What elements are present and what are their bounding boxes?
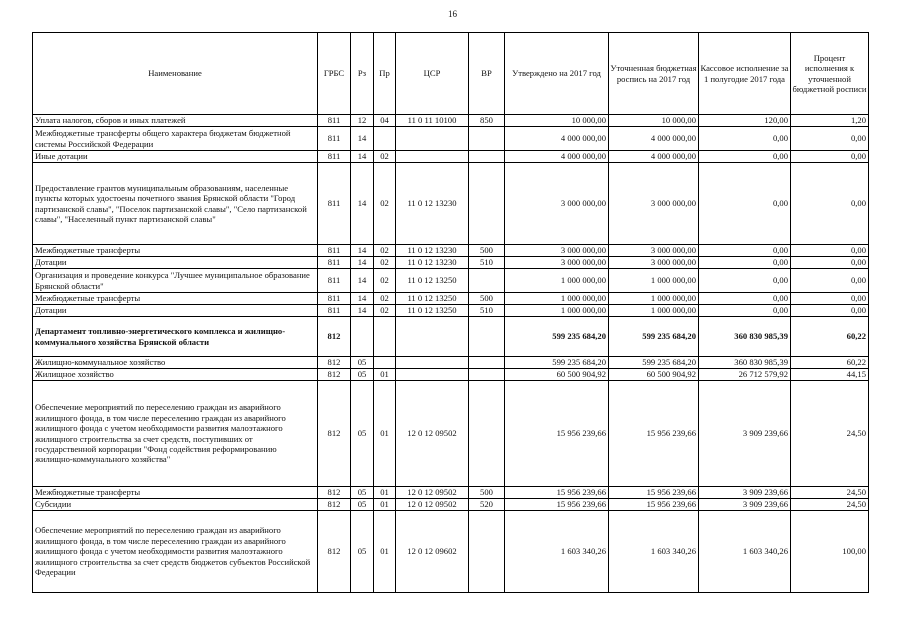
execution-percent: 0,00 xyxy=(791,127,869,151)
pr-cell: 01 xyxy=(374,499,396,511)
vr-cell xyxy=(469,127,505,151)
approved-amount: 15 956 239,66 xyxy=(505,499,609,511)
vr-cell: 500 xyxy=(469,245,505,257)
approved-amount: 60 500 904,92 xyxy=(505,369,609,381)
approved-amount: 599 235 684,20 xyxy=(505,357,609,369)
cash-execution-amount: 360 830 985,39 xyxy=(699,317,791,357)
table-row xyxy=(33,163,869,245)
grbs-cell: 811 xyxy=(318,305,351,317)
csr-cell: 11 0 12 13230 xyxy=(396,163,469,245)
rz-cell: 05 xyxy=(351,381,374,487)
rz-cell: 14 xyxy=(351,269,374,293)
grbs-cell: 811 xyxy=(318,269,351,293)
grbs-cell: 811 xyxy=(318,115,351,127)
vr-cell xyxy=(469,269,505,293)
budget-table xyxy=(32,32,869,593)
table-row xyxy=(33,511,869,593)
execution-percent: 0,00 xyxy=(791,257,869,269)
approved-amount: 1 000 000,00 xyxy=(505,269,609,293)
table-row xyxy=(33,305,869,317)
execution-percent: 60,22 xyxy=(791,317,869,357)
column-header: Уточненная бюджетная роспись на 2017 год xyxy=(609,33,699,115)
table-row xyxy=(33,317,869,357)
rz-cell: 14 xyxy=(351,293,374,305)
pr-cell: 01 xyxy=(374,487,396,499)
vr-cell xyxy=(469,381,505,487)
table-row xyxy=(33,151,869,163)
rz-cell: 14 xyxy=(351,151,374,163)
vr-cell xyxy=(469,369,505,381)
rz-cell: 05 xyxy=(351,369,374,381)
vr-cell: 510 xyxy=(469,257,505,269)
approved-amount: 15 956 239,66 xyxy=(505,487,609,499)
approved-amount: 15 956 239,66 xyxy=(505,381,609,487)
pr-cell xyxy=(374,317,396,357)
refined-amount: 10 000,00 xyxy=(609,115,699,127)
csr-cell: 12 0 12 09602 xyxy=(396,511,469,593)
grbs-cell: 811 xyxy=(318,127,351,151)
pr-cell: 01 xyxy=(374,381,396,487)
execution-percent: 24,50 xyxy=(791,381,869,487)
cash-execution-amount: 3 909 239,66 xyxy=(699,487,791,499)
refined-amount: 60 500 904,92 xyxy=(609,369,699,381)
pr-cell: 02 xyxy=(374,163,396,245)
rz-cell: 14 xyxy=(351,127,374,151)
refined-amount: 1 000 000,00 xyxy=(609,293,699,305)
table-row xyxy=(33,245,869,257)
refined-amount: 4 000 000,00 xyxy=(609,151,699,163)
row-name: Жилищное хозяйство xyxy=(33,369,318,381)
pr-cell: 02 xyxy=(374,269,396,293)
csr-cell: 12 0 12 09502 xyxy=(396,381,469,487)
table-row xyxy=(33,115,869,127)
grbs-cell: 812 xyxy=(318,357,351,369)
vr-cell xyxy=(469,357,505,369)
column-header: Наименование xyxy=(33,33,318,115)
vr-cell: 850 xyxy=(469,115,505,127)
vr-cell xyxy=(469,317,505,357)
csr-cell: 11 0 12 13230 xyxy=(396,257,469,269)
approved-amount: 10 000,00 xyxy=(505,115,609,127)
csr-cell: 12 0 12 09502 xyxy=(396,499,469,511)
row-name: Жилищно-коммунальное хозяйство xyxy=(33,357,318,369)
rz-cell: 05 xyxy=(351,487,374,499)
cash-execution-amount: 0,00 xyxy=(699,151,791,163)
row-name: Предоставление грантов муниципальным образованиям, населенные пункты которых удостоены почетного звания Брянской области "Город партизанской славы", "Поселок партизанской славы", "Село партизанской славы", "Населенный пункт партизанской славы" xyxy=(33,163,318,245)
cash-execution-amount: 0,00 xyxy=(699,269,791,293)
grbs-cell: 812 xyxy=(318,511,351,593)
approved-amount: 4 000 000,00 xyxy=(505,151,609,163)
pr-cell: 01 xyxy=(374,511,396,593)
row-name: Уплата налогов, сборов и иных платежей xyxy=(33,115,318,127)
grbs-cell: 812 xyxy=(318,381,351,487)
column-header: Рз xyxy=(351,33,374,115)
table-row xyxy=(33,293,869,305)
execution-percent: 24,50 xyxy=(791,487,869,499)
pr-cell: 02 xyxy=(374,305,396,317)
execution-percent: 0,00 xyxy=(791,163,869,245)
cash-execution-amount: 0,00 xyxy=(699,305,791,317)
rz-cell: 14 xyxy=(351,257,374,269)
cash-execution-amount: 3 909 239,66 xyxy=(699,381,791,487)
csr-cell xyxy=(396,127,469,151)
rz-cell xyxy=(351,317,374,357)
table-row xyxy=(33,257,869,269)
csr-cell xyxy=(396,369,469,381)
row-name: Организация и проведение конкурса "Лучшее муниципальное образование Брянской области" xyxy=(33,269,318,293)
row-name: Дотации xyxy=(33,305,318,317)
rz-cell: 05 xyxy=(351,511,374,593)
vr-cell xyxy=(469,163,505,245)
execution-percent: 100,00 xyxy=(791,511,869,593)
grbs-cell: 812 xyxy=(318,499,351,511)
cash-execution-amount: 360 830 985,39 xyxy=(699,357,791,369)
refined-amount: 3 000 000,00 xyxy=(609,257,699,269)
rz-cell: 14 xyxy=(351,163,374,245)
row-name: Межбюджетные трансферты xyxy=(33,293,318,305)
cash-execution-amount: 0,00 xyxy=(699,163,791,245)
pr-cell xyxy=(374,357,396,369)
cash-execution-amount: 0,00 xyxy=(699,245,791,257)
csr-cell xyxy=(396,151,469,163)
refined-amount: 599 235 684,20 xyxy=(609,317,699,357)
refined-amount: 3 000 000,00 xyxy=(609,163,699,245)
cash-execution-amount: 3 909 239,66 xyxy=(699,499,791,511)
column-header: ВР xyxy=(469,33,505,115)
csr-cell: 11 0 12 13250 xyxy=(396,305,469,317)
table-row xyxy=(33,499,869,511)
table-row xyxy=(33,357,869,369)
pr-cell: 02 xyxy=(374,245,396,257)
column-header: ГРБС xyxy=(318,33,351,115)
table-header-row xyxy=(33,33,869,115)
grbs-cell: 811 xyxy=(318,245,351,257)
vr-cell: 520 xyxy=(469,499,505,511)
row-name: Межбюджетные трансферты общего характера бюджетам бюджетной системы Российской Федерации xyxy=(33,127,318,151)
rz-cell: 14 xyxy=(351,245,374,257)
table-row xyxy=(33,369,869,381)
approved-amount: 3 000 000,00 xyxy=(505,163,609,245)
csr-cell xyxy=(396,317,469,357)
execution-percent: 0,00 xyxy=(791,305,869,317)
row-name: Иные дотации xyxy=(33,151,318,163)
pr-cell: 02 xyxy=(374,293,396,305)
approved-amount: 599 235 684,20 xyxy=(505,317,609,357)
approved-amount: 3 000 000,00 xyxy=(505,257,609,269)
approved-amount: 1 000 000,00 xyxy=(505,305,609,317)
vr-cell: 500 xyxy=(469,487,505,499)
pr-cell: 02 xyxy=(374,151,396,163)
vr-cell xyxy=(469,151,505,163)
grbs-cell: 811 xyxy=(318,151,351,163)
csr-cell: 12 0 12 09502 xyxy=(396,487,469,499)
vr-cell xyxy=(469,511,505,593)
execution-percent: 0,00 xyxy=(791,151,869,163)
column-header: Кассовое исполнение за 1 полугодие 2017 года xyxy=(699,33,791,115)
grbs-cell: 811 xyxy=(318,163,351,245)
row-name: Обеспечение мероприятий по переселению граждан из аварийного жилищного фонда, в том числе переселению граждан из аварийного жилищного фонда с учетом необходимости развития малоэтажного жилищного строительства за счет средств, поступивших от государственной корпорации "Фонд содействия реформированию жилищно-коммунального хозяйства" xyxy=(33,381,318,487)
column-header: Пр xyxy=(374,33,396,115)
row-name: Межбюджетные трансферты xyxy=(33,487,318,499)
grbs-cell: 812 xyxy=(318,317,351,357)
execution-percent: 1,20 xyxy=(791,115,869,127)
rz-cell: 05 xyxy=(351,499,374,511)
vr-cell: 500 xyxy=(469,293,505,305)
rz-cell: 14 xyxy=(351,305,374,317)
cash-execution-amount: 120,00 xyxy=(699,115,791,127)
grbs-cell: 811 xyxy=(318,293,351,305)
column-header: ЦСР xyxy=(396,33,469,115)
grbs-cell: 812 xyxy=(318,487,351,499)
csr-cell: 11 0 12 13250 xyxy=(396,293,469,305)
refined-amount: 15 956 239,66 xyxy=(609,487,699,499)
cash-execution-amount: 1 603 340,26 xyxy=(699,511,791,593)
table-row xyxy=(33,381,869,487)
approved-amount: 3 000 000,00 xyxy=(505,245,609,257)
approved-amount: 1 603 340,26 xyxy=(505,511,609,593)
pr-cell xyxy=(374,127,396,151)
approved-amount: 4 000 000,00 xyxy=(505,127,609,151)
grbs-cell: 811 xyxy=(318,257,351,269)
table-row xyxy=(33,127,869,151)
cash-execution-amount: 0,00 xyxy=(699,257,791,269)
cash-execution-amount: 0,00 xyxy=(699,127,791,151)
refined-amount: 1 603 340,26 xyxy=(609,511,699,593)
csr-cell: 11 0 12 13250 xyxy=(396,269,469,293)
execution-percent: 44,15 xyxy=(791,369,869,381)
page-number: 16 xyxy=(448,9,457,19)
cash-execution-amount: 0,00 xyxy=(699,293,791,305)
approved-amount: 1 000 000,00 xyxy=(505,293,609,305)
pr-cell: 01 xyxy=(374,369,396,381)
vr-cell: 510 xyxy=(469,305,505,317)
csr-cell: 11 0 12 13230 xyxy=(396,245,469,257)
pr-cell: 02 xyxy=(374,257,396,269)
column-header: Процент исполнения к уточненной бюджетной росписи xyxy=(791,33,869,115)
refined-amount: 1 000 000,00 xyxy=(609,269,699,293)
execution-percent: 0,00 xyxy=(791,269,869,293)
refined-amount: 15 956 239,66 xyxy=(609,499,699,511)
row-name: Межбюджетные трансферты xyxy=(33,245,318,257)
row-name: Дотации xyxy=(33,257,318,269)
refined-amount: 1 000 000,00 xyxy=(609,305,699,317)
csr-cell xyxy=(396,357,469,369)
rz-cell: 05 xyxy=(351,357,374,369)
table-row xyxy=(33,487,869,499)
cash-execution-amount: 26 712 579,92 xyxy=(699,369,791,381)
table-row xyxy=(33,269,869,293)
refined-amount: 599 235 684,20 xyxy=(609,357,699,369)
row-name: Субсидии xyxy=(33,499,318,511)
refined-amount: 15 956 239,66 xyxy=(609,381,699,487)
refined-amount: 3 000 000,00 xyxy=(609,245,699,257)
execution-percent: 24,50 xyxy=(791,499,869,511)
execution-percent: 60,22 xyxy=(791,357,869,369)
column-header: Утверждено на 2017 год xyxy=(505,33,609,115)
rz-cell: 12 xyxy=(351,115,374,127)
execution-percent: 0,00 xyxy=(791,245,869,257)
grbs-cell: 812 xyxy=(318,369,351,381)
execution-percent: 0,00 xyxy=(791,293,869,305)
pr-cell: 04 xyxy=(374,115,396,127)
refined-amount: 4 000 000,00 xyxy=(609,127,699,151)
row-name: Департамент топливно-энергетического комплекса и жилищно-коммунального хозяйства Брянской области xyxy=(33,317,318,357)
csr-cell: 11 0 11 10100 xyxy=(396,115,469,127)
row-name: Обеспечение мероприятий по переселению граждан из аварийного жилищного фонда, в том числе переселению граждан из аварийного жилищного фонда с учетом необходимости развития малоэтажного жилищного строительства за счет средств бюджетов субъектов Российской Федерации xyxy=(33,511,318,593)
